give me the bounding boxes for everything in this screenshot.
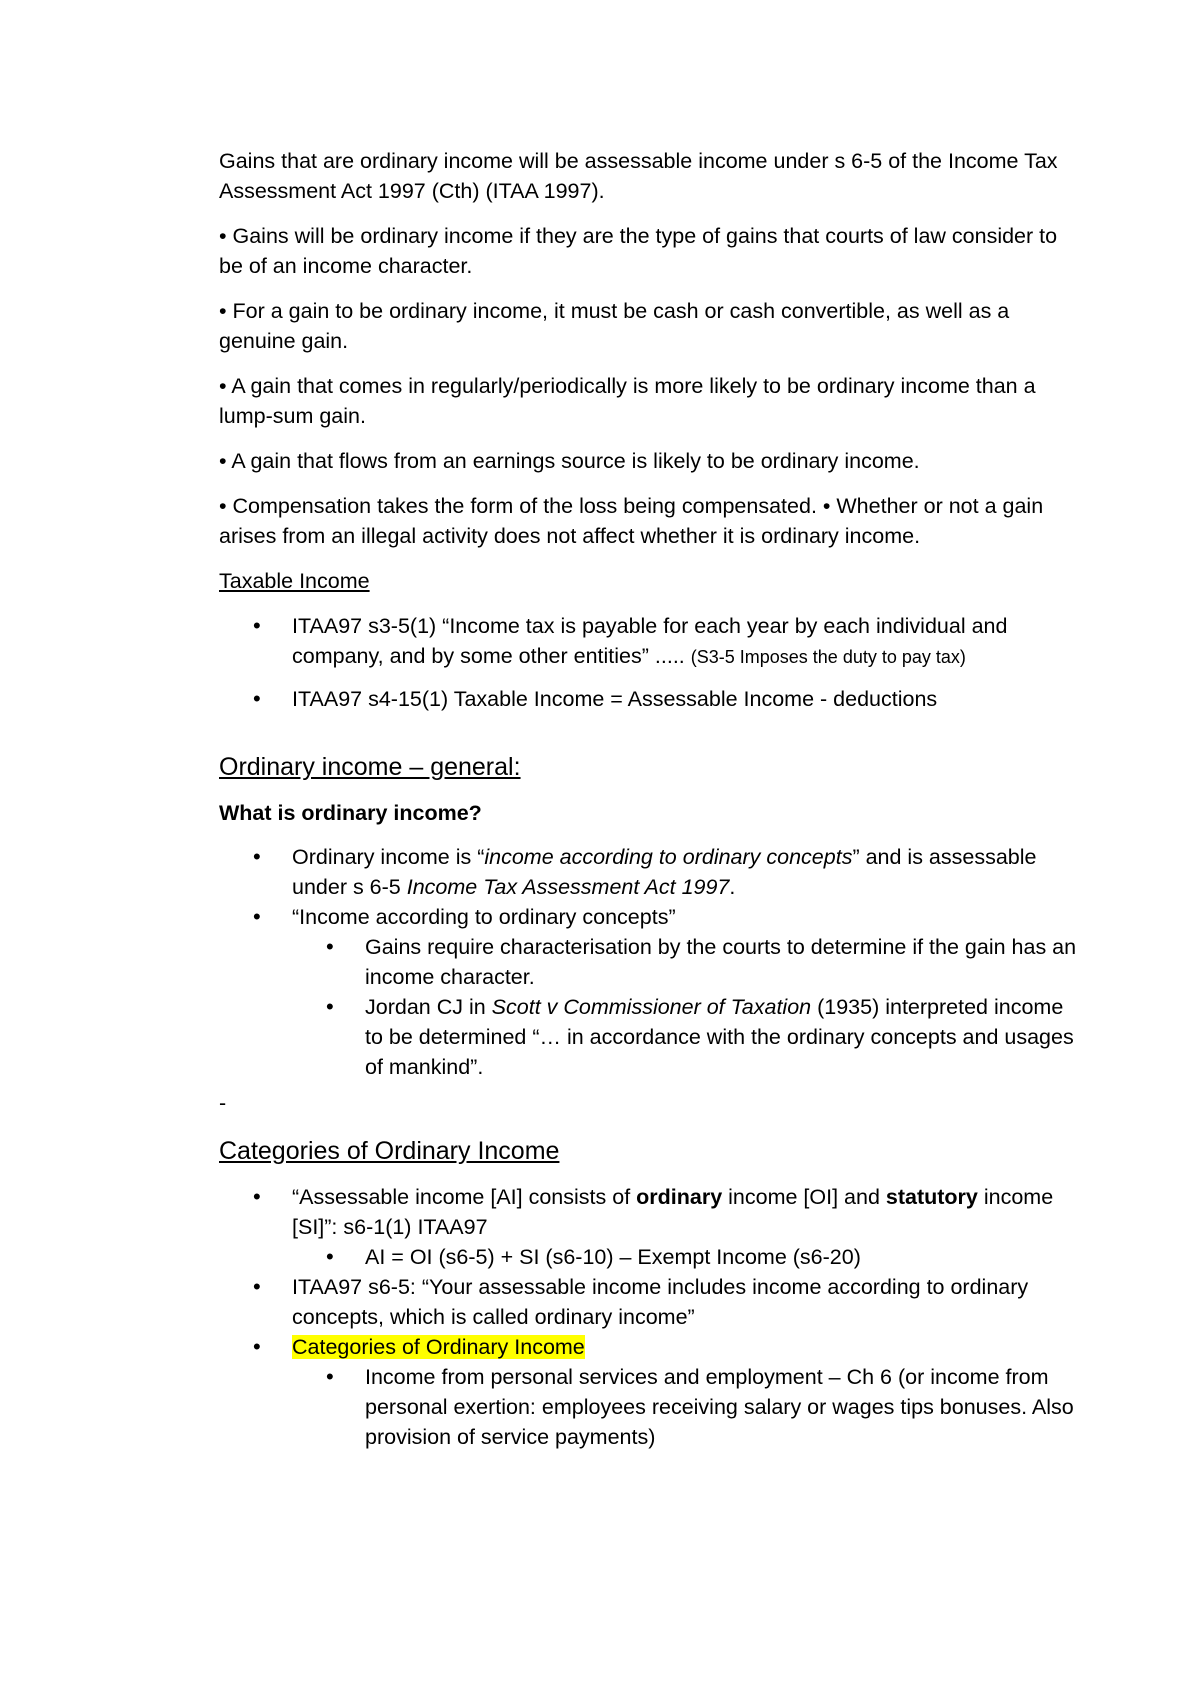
categories-item-2-text: ITAA97 s6-5: “Your assessable income includes income according to ordinary concepts, which is called ordinary income” [292, 1275, 1029, 1329]
taxable-income-list [219, 611, 1079, 714]
categories-list [219, 1182, 1079, 1452]
list-item [292, 992, 1079, 1082]
bullet-icon: • [326, 934, 334, 959]
bullet-icon: • [253, 613, 261, 638]
list-item [219, 1332, 1079, 1452]
bullet-icon: • [326, 1364, 334, 1389]
categories-sublist-1 [292, 1242, 1079, 1272]
list-item [292, 1242, 1079, 1272]
categories-subitem-2-text: Income from personal services and employment – Ch 6 (or income from personal exertion: employees receiving salary or wages tips bonuses. Also provision of service payments) [365, 1365, 1074, 1449]
highlighted-text: Categories of Ordinary Income [292, 1335, 585, 1359]
ordinary-sublist [292, 932, 1079, 1082]
taxable-item-1-text: ITAA97 s3-5(1) “Income tax is payable for each year by each individual and company, and by some other entities” ..... [292, 614, 1008, 668]
list-item [219, 902, 1079, 1082]
categories-sublist-2 [292, 1362, 1079, 1452]
list-item [219, 1272, 1079, 1332]
text-run-bold: ordinary [636, 1185, 723, 1209]
list-item [219, 842, 1079, 902]
text-run: . [729, 875, 736, 899]
ordinary-item-2-text: “Income according to ordinary concepts” [292, 905, 676, 929]
list-item [219, 684, 1079, 714]
bullet-icon: • [326, 1244, 334, 1269]
taxable-item-1-note: (S3-5 Imposes the duty to pay tax) [690, 647, 966, 667]
ordinary-income-list [219, 842, 1079, 1082]
intro-paragraph-3: • For a gain to be ordinary income, it must be cash or cash convertible, as well as a genuine gain. [219, 299, 1010, 353]
text-run-italic: income according to ordinary concepts [484, 845, 853, 869]
text-run-italic: Income Tax Assessment Act 1997 [406, 875, 730, 899]
bullet-icon: • [253, 904, 261, 929]
ordinary-subitem-1-text: Gains require characterisation by the courts to determine if the gain has an income character. [365, 935, 1077, 989]
bullet-icon: • [253, 1274, 261, 1299]
intro-paragraph-5: • A gain that flows from an earnings source is likely to be ordinary income. [219, 449, 920, 473]
text-run: Jordan CJ in [365, 995, 492, 1019]
text-run: “Assessable income [AI] consists of [292, 1185, 637, 1209]
document-body [219, 146, 1079, 1452]
intro-paragraph-1: Gains that are ordinary income will be assessable income under s 6-5 of the Income Tax Assessment Act 1997 (Cth) (ITAA 1997). [219, 149, 1058, 203]
dash-separator: - [219, 1091, 227, 1115]
text-run: Ordinary income is “ [292, 845, 485, 869]
intro-paragraph-2: • Gains will be ordinary income if they are the type of gains that courts of law consider to be of an income character. [219, 224, 1058, 278]
list-item [292, 1362, 1079, 1452]
intro-paragraph-4: • A gain that comes in regularly/periodically is more likely to be ordinary income than a lump-sum gain. [219, 374, 1036, 428]
text-run: income [OI] and [722, 1185, 886, 1209]
text-run: income [SI]”: s6-1(1) ITAA97 [292, 1185, 1054, 1239]
ordinary-income-subheading: What is ordinary income? [219, 801, 482, 825]
list-item [219, 611, 1079, 672]
categories-heading: Categories of Ordinary Income [219, 1137, 560, 1165]
intro-paragraph-6: • Compensation takes the form of the loss being compensated. • Whether or not a gain arises from an illegal activity does not affect whether it is ordinary income. [219, 494, 1044, 548]
bullet-icon: • [253, 686, 261, 711]
taxable-income-heading: Taxable Income [219, 569, 370, 593]
text-run-italic: Scott v Commissioner of Taxation [491, 995, 812, 1019]
list-item [292, 932, 1079, 992]
text-run: ” and is assessable under s 6-5 [292, 845, 1037, 899]
bullet-icon: • [253, 1184, 261, 1209]
text-run-bold: statutory [885, 1185, 978, 1209]
taxable-item-2-text: ITAA97 s4-15(1) Taxable Income = Assessable Income - deductions [292, 687, 938, 711]
bullet-icon: • [326, 994, 334, 1019]
list-item [219, 1182, 1079, 1272]
ordinary-income-heading: Ordinary income – general: [219, 753, 521, 781]
bullet-icon: • [253, 1334, 261, 1359]
bullet-icon: • [253, 844, 261, 869]
text-run: (1935) interpreted income to be determined “… in accordance with the ordinary concepts and usages of mankind”. [365, 995, 1074, 1079]
categories-subitem-1-text: AI = OI (s6-5) + SI (s6-10) – Exempt Income (s6-20) [365, 1245, 861, 1269]
